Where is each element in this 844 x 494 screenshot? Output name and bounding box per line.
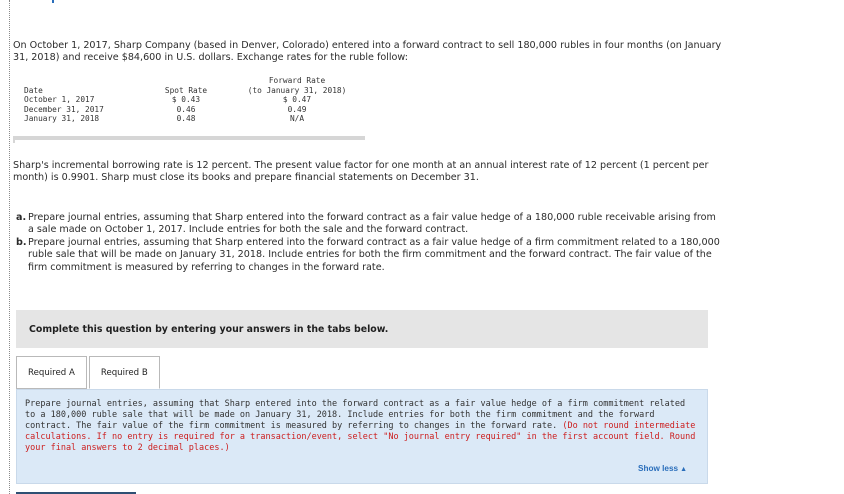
table-row-forward: 0.49 (287, 104, 307, 114)
panel-instructions (25, 399, 699, 454)
show-less-label: Show less (638, 464, 679, 473)
tab-required-a[interactable]: Required A (16, 356, 87, 389)
table-row-date: December 31, 2017 (24, 104, 104, 114)
list-item (16, 212, 724, 237)
tab-required-b[interactable]: Required B (89, 356, 160, 389)
exchange-rates-table (13, 76, 365, 140)
date-header: Date (24, 85, 43, 95)
table-row-forward: N/A (289, 114, 305, 124)
show-less-link[interactable] (638, 463, 687, 475)
table-row-date: January 31, 2018 (24, 114, 100, 124)
list-item (16, 237, 724, 274)
requirement-text: Prepare journal entries, assuming that Sharp entered into the forward contract as a fair value hedge of a firm commitment related to a 180,000 ruble sale that will be made on January 31, 2018. Include entries for both the firm commitment and the forward contract. The fair value of the firm commitment is measured by referring to changes in the forward rate. (28, 236, 720, 273)
forward-rate-header: Forward Rate (268, 76, 326, 85)
forward-rate-subheader: (to January 31, 2018) (247, 85, 347, 95)
requirement-letter: b. (16, 236, 27, 248)
requirement-letter: a. (16, 212, 27, 223)
panel-text: Prepare journal entries, assuming that Sharp entered into the forward contract as a fair value hedge of a firm commitment related to a 180,000 ruble sale that will be made on January 31, 2018. Include entries for both the firm commitment and the forward contract. The fair value of the firm commitment is measured by referring to changes in the forward rate. (25, 399, 686, 431)
top-marker (52, 0, 54, 3)
spot-rate-header: Spot Rate (164, 85, 208, 95)
borrowing-rate-text: Sharp's incremental borrowing rate is 12 percent. The present value factor for one month at an annual interest rate of 12 percent (1 percent per month) is 0.9901. Sharp must close its books and prepare financial statements on December 31. (13, 160, 709, 184)
left-dotted-rule (9, 0, 10, 494)
problem-intro: On October 1, 2017, Sharp Company (based in Denver, Colorado) entered into a forward contract to sell 180,000 rubles in four months (on January 31, 2018) and receive $84,600 in U.S. dollars. Exchange rates for the ruble follow: (13, 40, 722, 64)
instruction-text: Complete this question by entering your answers in the tabs below. (29, 323, 389, 335)
table-edge (13, 137, 15, 143)
answer-panel (16, 389, 708, 484)
forward-rate-column (237, 76, 357, 124)
table-row-spot: 0.46 (176, 104, 196, 114)
table-row-spot: $ 0.43 (171, 95, 201, 105)
requirements-list (16, 212, 724, 274)
table-row-forward: $ 0.47 (282, 95, 312, 105)
requirement-tabs (16, 356, 160, 389)
panel-note: (Do not round intermediate calculations. If no entry is required for a transaction/event, select "No journal entry required" in the first account field. Round your final answers to 2 decimal places.) (25, 421, 696, 453)
spot-rate-column (157, 76, 215, 124)
date-column (24, 76, 104, 124)
table-row-date: October 1, 2017 (24, 95, 95, 105)
requirement-text: Prepare journal entries, assuming that Sharp entered into the forward contract as a fair value hedge of a 180,000 ruble receivable arising from a sale made on October 1, 2017. Include entries for both the sale and the forward contract. (28, 212, 716, 236)
caret-up-icon: ▲ (680, 466, 687, 473)
instruction-banner (16, 310, 708, 348)
table-row-spot: 0.48 (176, 114, 196, 124)
